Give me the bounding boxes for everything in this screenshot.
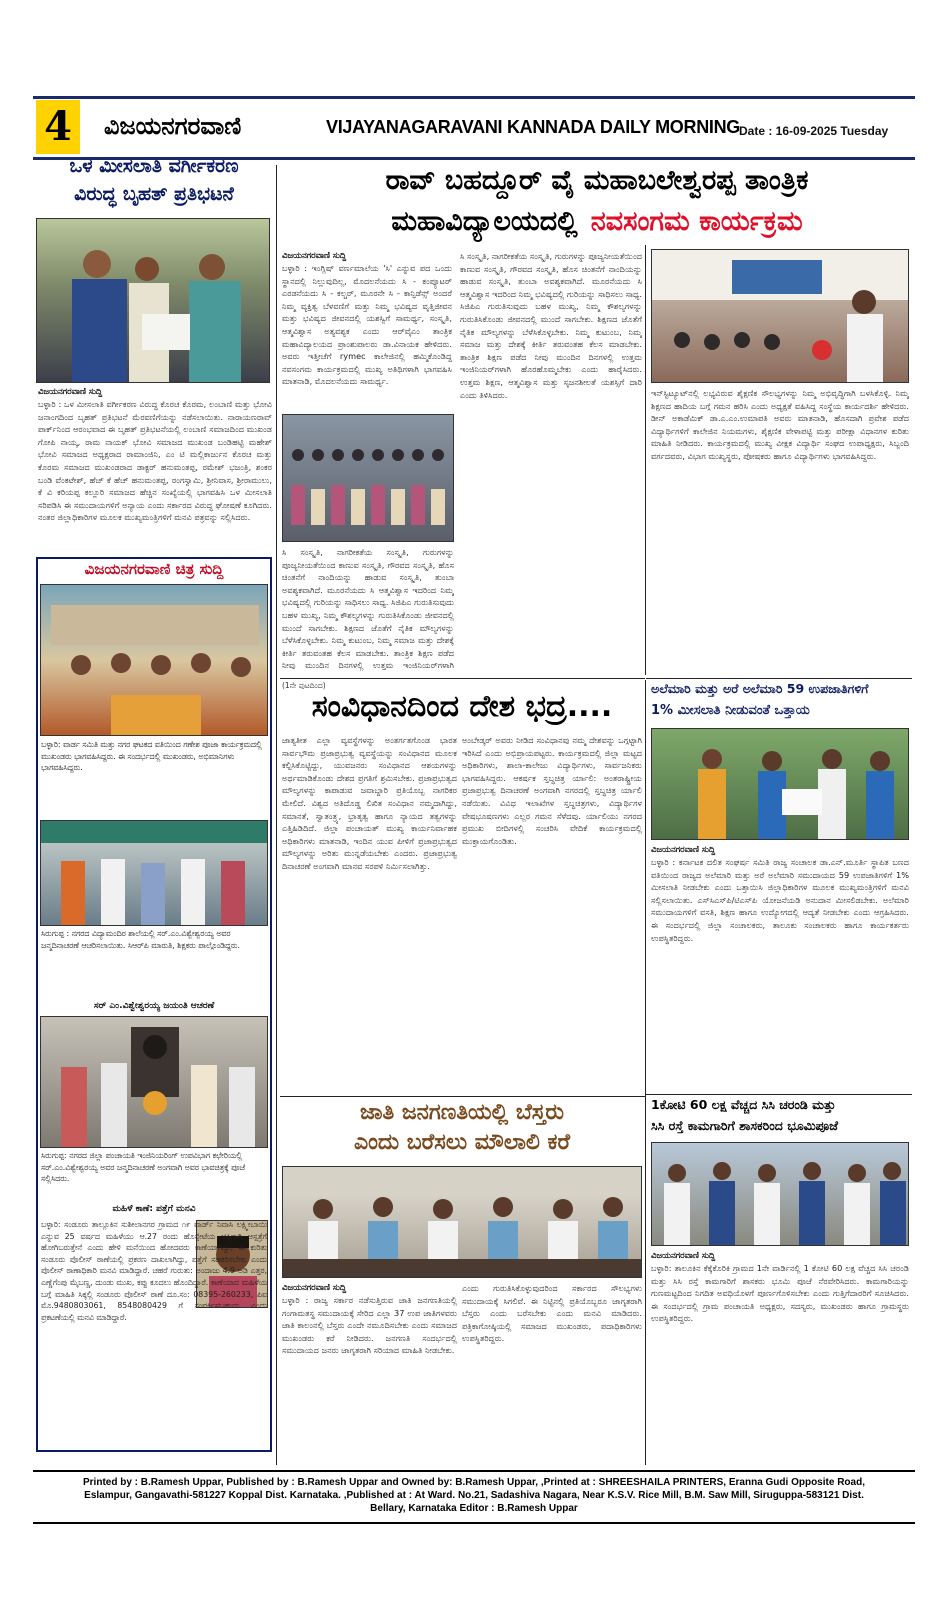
imprint-line-3: Bellary, Karnataka Editor : B.Ramesh Uppar [370, 1503, 578, 1514]
lead-story-byline: ವಿಜಯನಗರವಾಣಿ ಸುದ್ದಿ [282, 250, 347, 260]
bhoomi-puja-figures [652, 1143, 909, 1246]
lead-headline-1: ರಾವ್ ಬಹದ್ದೂರ್ ವೈ ಮಹಾಬಲೇಶ್ವರಪ್ಪ ತಾಂತ್ರಿಕ [385, 165, 809, 196]
reservation-headline-2: 1% ಮೀಸಲಾತಿ ನೀಡುವಂತೆ ಒತ್ತಾಯ [651, 703, 810, 718]
bhoomi-puja-headline-1: 1ಕೋಟಿ 60 ಲಕ್ಷ ವೆಚ್ಚದ ಸಿಸಿ ಚರಂಡಿ ಮತ್ತು [651, 1097, 836, 1112]
visvesvaraya-photo [40, 1016, 268, 1148]
school-event-figures [41, 821, 268, 926]
press-meet-figures [283, 1167, 642, 1278]
section-divider [646, 1094, 912, 1095]
lead-story-column-1: ಬಳ್ಳಾರಿ : ಇಂಗ್ಲಿಷ್ ವರ್ಣಮಾಲೆಯ 'ಸಿ' ಎನ್ನುವ ಪದ ಒಂದು ಸ್ಥಾನದಲ್ಲಿ ನಿಲ್ಲುವುದಿಲ್ಲ, ಮೊದಲನೆಯದು ಸಿ - ಕಂಪ್ಯೂಟರ್ ಎರಡನೆಯದು ಸಿ - ಕಲ್ಚರ್, ಮೂರನೇ ಸಿ - ಕಾನ್ಫಿಡೆನ್ಸ್ ಅಂದರೆ ನಿಮ್ಮ ವ್ಯಕ್ತಿತ್ವ ಬೆಳವಣಿಗೆ ಮತ್ತು ನಿಮ್ಮ ಭವಿಷ್ಯದ ವೃತ್ತಿಜೀವನ ಮತ್ತು ಭವಿಷ್ಯದ ಜೀವನದಲ್ಲಿ ಯಶಸ್ವಿಗೆ ಸಾಮರ್ಥ್ಯ, ಸಂಸ್ಕೃತಿ, ಆತ್ಮವಿಶ್ವಾಸ ಅತ್ಯವಶ್ಯಕ ಎಂದು ಆರ್‌ವೈಎಂ ತಾಂತ್ರಿಕ ಮಹಾವಿದ್ಯಾಲಯದ ಪ್ರಾಂಶುಪಾಲರು ಡಾ.ವಿನಾಯಕ ಹೇಳಿದರು. ಅವರು ಇತ್ತೀಚೆಗೆ rymec ಕಾಲೇಜಿನಲ್ಲಿ ಹಮ್ಮಿಕೊಂಡಿದ್ದ ನವಸಂಗಮ ಕಾರ್ಯಕ್ರಮದಲ್ಲಿ ಮುಖ್ಯ ಅತಿಥಿಗಳಾಗಿ ಭಾಗವಹಿಸಿ ಮಾತನಾಡಿ, ಮೊದಲನೆಯದು ಸಾಮರ್ಥ್ಯ. [282, 263, 452, 387]
imprint-footer [33, 1476, 915, 1515]
imprint-line-1: Printed by : B.Ramesh Uppar, Published by : B.Ramesh Uppar and Owned by: B.Ramesh Uppar, ,Printed at : SHREESHAILA PRINTERS, Eranna Gudi Opposite Road, [83, 1477, 865, 1488]
left-story-headline-2: ವಿರುದ್ಧ ಬೃಹತ್ ಪ್ರತಿಭಟನೆ [74, 183, 234, 205]
page-number: 4 [36, 100, 80, 154]
section-divider [280, 1096, 645, 1097]
left-story-body: ಬಳ್ಳಾರಿ : ಒಳ ಮೀಸಲಾತಿ ವರ್ಗೀಕರಣ ವಿರುದ್ಧ ಕೊರಚ ಕೊರಮ, ಲಂಬಾಣಿ ಮತ್ತು ಭೋವಿ ಜನಾಂಗದಿಂದ ಬೃಹತ್ ಪ್ರತಿಭಟನೆ ಮೆರವಣಿಗೆಯನ್ನು ನಡೆಸಲಾಯಿತು. ನಾರಾಯಣರಾವ್ ಪಾರ್ಕ್‌ನಿಂದ ಆರಂಭವಾದ ಈ ಬೃಹತ್ ಪ್ರತಿಭಟನೆಯಲ್ಲಿ ಲಂಬಾಣಿ ಸಮಾಜದಿಂದ ಮುಖಂಡ ಗೋಪಿ ನಾಯ್ಕ, ರಾಮ ನಾಯಕ್ ಭೋವಿ ಸಮಾಜದ ಮುಖಂಡ ಬಂಡಿಹಟ್ಟಿ ಮಹೇಶ್ ಭೋವಿ ಸಮಾಜದ ಅಧ್ಯಕ್ಷರಾದ ರಾಮಾಂಜಿನಿ, ಎಂ ಟಿ ಮಲ್ಲಿಕಾರ್ಜುನ ಕೊರಚ ಮತ್ತು ಕೊರಮ ಸಮಾಜದ ಮುಖಂಡರಾದ ಡಾಕ್ಟರ್ ಹನುಮಂತಪ್ಪ, ರಮೇಶ್ ಭಜಂತ್ರಿ, ಶಂಕರ ಬಂಡಿ ವೆಂಕಟೇಶ್, ಹೆಚ್ ಕೆ ಹೆಚ್ ಹನುಮಂತಪ್ಪ, ರಂಗಸ್ವಾಮಿ, ಶ್ರೀನಿವಾಸ, ಶ್ರೀರಾಮುಲು, ಕೆ ವಿ ಕರಿಯಪ್ಪ ಕಲ್ಲೂರಿ ಸಮಾಜದ ಹೆಚ್ಚಿನ ಸಂಖ್ಯೆಯಲ್ಲಿ ಭಾಗವಹಿಸಿ ಒಳ ಮೀಸಲಾತಿ ಸರಿಪಡಿಸಿ ಈ ಸಮುದಾಯಗಳಿಗೆ ಅನ್ಯಾಯ ಎಂದು ಸರ್ಕಾರದ ವಿರುದ್ಧ ಘೋಷಣೆ ಕೂಗಿದರು. ನಂತರ ಜಿಲ್ಲಾಧಿಕಾರಿಗಳ ಮೂಲಕ ಮುಖ್ಯಮಂತ್ರಿಗಳಿಗೆ ಮನವಿ ಪತ್ರವನ್ನು ಸಲ್ಲಿಸಿದರು. [38, 399, 272, 523]
memorandum-photo [651, 728, 909, 840]
newspaper-title-kannada: ವಿಜಯನಗರವಾಣಿ [104, 112, 242, 140]
caste-census-headline-2: ಎಂದು ಬರೆಸಲು ಮೌಲಾಲಿ ಕರೆ [354, 1130, 570, 1155]
column-divider [645, 245, 646, 675]
lead-story-column-1b: ಸಿ ಸಂಸ್ಕೃತಿ, ನಾಗರೀಕತೆಯ ಸಂಸ್ಕೃತಿ, ಗುರುಗಳನ್ನು ಪೂಜ್ಯನೀಯತೆಯಿಂದ ಕಾಣುವ ಸಂಸ್ಕೃತಿ, ಗೌರವದ ಸಂಸ್ಕೃತಿ, ಹೊಸ ಚಿಂತನೆಗೆ ನಾಂದಿಯನ್ನು ಹಾಡುವ ಸಂಸ್ಕೃತಿ, ತುಂಬಾ ಅವಶ್ಯಕವಾಗಿದೆ. ಮೂರನೆಯದು ಸಿ ಆತ್ಮವಿಶ್ವಾಸ ಇದರಿಂದ ನಿಮ್ಮ ಭವಿಷ್ಯದಲ್ಲಿ ಗುರಿಯನ್ನು ಸಾಧಿಸಲು ಸಾಧ್ಯ. ಸಿಜಿಪಿಎ ಗುರುತಿಸುವುದು ಬಹಳ ಮುಖ್ಯ, ನಿಮ್ಮ ಕೌಶಲ್ಯಗಳನ್ನು ಗುರುತಿಸಿಕೊಂಡು ಜೀವನದಲ್ಲಿ ಮುಂದೆ ಸಾಗಬೇಕು. ಶಿಕ್ಷಣದ ಜೊತೆಗೆ ನೈತಿಕ ಮೌಲ್ಯಗಳನ್ನು ಬೆಳೆಸಿಕೊಳ್ಳಬೇಕು. ನಿಮ್ಮ ಕುಟುಂಬ, ನಿಮ್ಮ ಸಮಾಜ ಮತ್ತು ದೇಶಕ್ಕೆ ಕೀರ್ತಿ ತರುವಂತಹ ಕೆಲಸ ಮಾಡಬೇಕು. ತಾಂತ್ರಿಕ ಶಿಕ್ಷಣ ಪಡೆದ ನೀವು ಮುಂದಿನ ದಿನಗಳಲ್ಲಿ ಉತ್ತಮ ಇಂಜಿನಿಯರ್‌ಗಳಾಗಿ [282, 547, 454, 671]
photo-caption-2: ಸಿರುಗುಪ್ಪ : ನಗರದ ವಿದ್ಯಾಮಂದಿರ ಶಾಲೆಯಲ್ಲಿ ಸರ್.ಎಂ.ವಿಶ್ವೇಶ್ವರಯ್ಯ ಅವರ ಜನ್ಮದಿನಾಚರಣೆ ಆಚರಿಸಲಾಯಿತು. ಸಿಆರ್‌ಪಿ ಮಾರುತಿ, ಶಿಕ್ಷಕರು ಪಾಲ್ಗೊಂಡಿದ್ದರು. [41, 929, 240, 950]
bhoomi-puja-photo [651, 1142, 909, 1246]
lead-story-column-3: ಇನ್‌ಸ್ಟಿಟ್ಯೂಟ್‌ನಲ್ಲಿ ಲಭ್ಯವಿರುವ ಶೈಕ್ಷಣಿಕ ಸೌಲಭ್ಯಗಳನ್ನು ನಿಮ್ಮ ಅಭಿವೃದ್ಧಿಗಾಗಿ ಬಳಸಿಕೊಳ್ಳಿ. ನಿಮ್ಮ ಶಿಕ್ಷಣದ ಹಾದಿಯ ಬಗ್ಗೆ ಗಮನ ಹರಿಸಿ ಎಂದು ಅಧ್ಯಕ್ಷತೆ ವಹಿಸಿದ್ದ ಸಂಸ್ಥೆಯ ಕಾರ್ಯದರ್ಶಿ ಹೇಳಿದರು. ಡೀನ್ ಅಕಾಡೆಮಿಕ್ ಡಾ.ಎ.ಎಂ.ಉಮಾಪತಿ ಅವರು ಮಾತನಾಡಿ, ಹೊಸದಾಗಿ ಪ್ರವೇಶ ಪಡೆದ ವಿದ್ಯಾರ್ಥಿಗಳಿಗೆ ಕಾಲೇಜಿನ ನಿಯಮಗಳು, ಶೈಕ್ಷಣಿಕ ವೇಳಾಪಟ್ಟಿ ಮತ್ತು ಪರೀಕ್ಷಾ ವಿಧಾನಗಳ ಕುರಿತು ಮಾಹಿತಿ ನೀಡಿದರು. ಕಾರ್ಯಕ್ರಮದಲ್ಲಿ ಮುಖ್ಯ ವೀಕ್ಷಕ ವಿದ್ಯಾರ್ಥಿ ಸಂಘದ ಉಪಾಧ್ಯಕ್ಷರು, ಸಿಬ್ಬಂದಿ ವರ್ಗದವರು, ವಿಭಾಗ ಮುಖ್ಯಸ್ಥರು, ಪೋಷಕರು ಹಾಗೂ ವಿದ್ಯಾರ್ಥಿಗಳು ಭಾಗವಹಿಸಿದ್ದರು. [651, 388, 909, 461]
speaker-figures [652, 250, 909, 383]
lead-story-column-2: ಸಿ ಸಂಸ್ಕೃತಿ, ನಾಗರೀಕತೆಯ ಸಂಸ್ಕೃತಿ, ಗುರುಗಳನ್ನು ಪೂಜ್ಯನೀಯತೆಯಿಂದ ಕಾಣುವ ಸಂಸ್ಕೃತಿ, ಗೌರವದ ಸಂಸ್ಕೃತಿ, ಹೊಸ ಚಿಂತನೆಗೆ ನಾಂದಿಯನ್ನು ಹಾಡುವ ಸಂಸ್ಕೃತಿ, ತುಂಬಾ ಅವಶ್ಯಕವಾಗಿದೆ. ಮೂರನೆಯದು ಸಿ ಆತ್ಮವಿಶ್ವಾಸ ಇದರಿಂದ ನಿಮ್ಮ ಭವಿಷ್ಯದಲ್ಲಿ ಗುರಿಯನ್ನು ಸಾಧಿಸಲು ಸಾಧ್ಯ. ಸಿಜಿಪಿಎ ಗುರುತಿಸುವುದು ಬಹಳ ಮುಖ್ಯ, ನಿಮ್ಮ ಕೌಶಲ್ಯಗಳನ್ನು ಗುರುತಿಸಿಕೊಂಡು ಜೀವನದಲ್ಲಿ ಮುಂದೆ ಸಾಗಬೇಕು. ಶಿಕ್ಷಣದ ಜೊತೆಗೆ ನೈತಿಕ ಮೌಲ್ಯಗಳನ್ನು ಬೆಳೆಸಿಕೊಳ್ಳಬೇಕು. ನಿಮ್ಮ ಕುಟುಂಬ, ನಿಮ್ಮ ಸಮಾಜ ಮತ್ತು ದೇಶಕ್ಕೆ ಕೀರ್ತಿ ತರುವಂತಹ ಕೆಲಸ ಮಾಡಬೇಕು. ತಾಂತ್ರಿಕ ಶಿಕ್ಷಣ ಪಡೆದ ನೀವು ಮುಂದಿನ ದಿನಗಳಲ್ಲಿ ಉತ್ತಮ ಇಂಜಿನಿಯರ್‌ಗಳಾಗಿ ಹೊರಹೊಮ್ಮಬೇಕು ಎಂದು ಹಾರೈಸಿದರು. ಉತ್ತಮ ಶಿಕ್ಷಣ, ಆತ್ಮವಿಶ್ವಾಸ ಮತ್ತು ಸೃಜನಶೀಲತೆ ಯಶಸ್ಸಿಗೆ ದಾರಿ ಎಂದು ತಿಳಿಸಿದರು. [460, 251, 642, 400]
caste-census-column-2: ಎಂದು ಗುರುತಿಸಿಕೊಳ್ಳುವುದರಿಂದ ಸರ್ಕಾರದ ಸೌಲಭ್ಯಗಳು ಸಮುದಾಯಕ್ಕೆ ಸಿಗಲಿವೆ. ಈ ನಿಟ್ಟಿನಲ್ಲಿ ಪ್ರತಿಯೊಬ್ಬರೂ ಜಾಗೃತರಾಗಿ ಬೆಸ್ತರು ಎಂದು ಬರೆಸಬೇಕು ಎಂದು ಮನವಿ ಮಾಡಿದರು. ಪತ್ರಿಕಾಗೋಷ್ಠಿಯಲ್ಲಿ ಸಮಾಜದ ಮುಖಂಡರು, ಪದಾಧಿಕಾರಿಗಳು ಉಪಸ್ಥಿತರಿದ್ದರು. [462, 1283, 642, 1344]
footer-rule [33, 1470, 915, 1472]
issue-date: Date : 16-09-2025 Tuesday [739, 124, 889, 138]
missing-woman-body: ಬಳ್ಳಾರಿ: ಸಂಡೂರು ತಾಲ್ಲೂಕಿನ ಸುಶೀಲಾನಗರ ಗ್ರಾಮದ ೧೯ ವಾರ್ಡ್ ನಿವಾಸಿ ಲಕ್ಷ್ಮೀಬಾಯಿ ಎನ್ನುವ 25 ವರ್ಷದ ಮಹಿಳೆಯು ಆ.27 ರಂದು ಹೊಸ್ಪೇಟೆಯ ಚಿಕ್ಕಿಗಾಗಿ ಆಸ್ಪತ್ರೆಗೆ ಹೋಗಿಬರುತ್ತೇನೆ ಎಂದು ಹೇಳಿ ಮನೆಯಿಂದ ಹೋದವರು ಕಾಣೆಯಾಗಿದ್ದು, ಈ ಕುರಿತು ಸಂಡೂರು ಪೊಲೀಸ್ ಠಾಣೆಯಲ್ಲಿ ಪ್ರಕರಣ ದಾಖಲಾಗಿದ್ದು, ಪತ್ತೆಗೆ ಸಹಕರಿಸಬೇಕು ಎಂದು ಪೊಲೀಸ್ ಠಾಣಾಧಿಕಾರಿ ಮನವಿ ಮಾಡಿದ್ದಾರೆ. ಚಹರೆ ಗುರುತು: ಅಂದಾಜು 4.9 ಅಡಿ ಎತ್ತರ, ಎಣ್ಣೆಗೆಂಪು ಮೈಬಣ್ಣ, ದುಂಡು ಮುಖ, ಕಪ್ಪು ಕೂದಲು ಹೊಂದಿದ್ದಾರೆ. ಕಾಣೆಯಾದ ಮಹಿಳೆಯ ಬಗ್ಗೆ ಮಾಹಿತಿ ಸಿಕ್ಕಲ್ಲಿ ಸಂಡೂರು ಪೊಲೀಸ್ ಠಾಣೆ ದೂ.ಸಂ: 08395-260233, ಪಿಐ ಮೊ.9480803061, 8548080429 ಗೆ ಸಂಪರ್ಕಿಸಬಹುದು ಎಂದು ಪ್ರಕಟಣೆಯಲ್ಲಿ ಮನವಿ ಮಾಡಿದ್ದಾರೆ. [41, 1220, 267, 1322]
missing-woman-header: ಮಹಿಳೆ ಕಾಣೆ: ಪತ್ತೆಗೆ ಮನವಿ [112, 1204, 196, 1214]
photo-caption-1: ಬಳ್ಳಾರಿ: ವಾರ್ಡ ಸಮಿತಿ ಮತ್ತು ನಗರ ಘಟಕದ ವತಿಯಿಂದ ಗಣೇಶ ಪೂಜಾ ಕಾರ್ಯಕ್ರಮದಲ್ಲಿ ಮುಖಂಡರು ಭಾಗವಹಿಸಿದ್ದರು. ಈ ಸಂದರ್ಭದಲ್ಲಿ ಮುಖಂಡರು, ಅಭಿಮಾನಿಗಳು ಭಾಗವಹಿಸಿದ್ದರು. [41, 740, 262, 772]
imprint-line-2: Eslampur, Gangavathi-581227 Koppal Dist. Karnataka. ,Published at : At Ward. No.21, Sadashiva Nagara, Near K.S.V. Rice Mill, B.M. Saw Mill, Siruguppa-583121 Dist. [84, 1490, 864, 1501]
memorandum-figures [652, 729, 909, 840]
photo-caption-3: ಸಿರುಗುಪ್ಪ: ನಗರದ ಜಿಲ್ಲಾ ಪಂಚಾಯತಿ ಇಂಜಿನಿಯರಿಂಗ್ ಉಪವಿಭಾಗ ಕಛೇರಿಯಲ್ಲಿ ಸರ್.ಎಂ.ವಿಶ್ವೇಶ್ವರಯ್ಯ ಅವರ ಜನ್ಮದಿನಾಚರಣೆ ಅಂಗವಾಗಿ ಅವರ ಭಾವಚಿತ್ರಕ್ಕೆ ಪೂಜೆ ಸಲ್ಲಿಸಿದರು. [41, 1151, 246, 1183]
constitution-headline: ಸಂವಿಧಾನದಿಂದ ದೇಶ ಭದ್ರ.... [311, 689, 613, 724]
bhoomi-puja-byline: ವಿಜಯನಗರವಾಣಿ ಸುದ್ದಿ [651, 1250, 716, 1260]
column-divider [276, 165, 277, 1465]
left-story-byline: ವಿಜಯನಗರವಾಣಿ ಸುದ್ದಿ [38, 386, 103, 396]
photo-news-header: ವಿಜಯನಗರವಾಣಿ ಚಿತ್ರ ಸುದ್ದಿ [84, 560, 224, 578]
continued-kicker: (1ನೇ ಪುಟದಿಂದ) [282, 681, 326, 690]
visvesvaraya-figures [41, 1017, 268, 1148]
protest-photo [36, 218, 270, 383]
reservation-body: ಬಳ್ಳಾರಿ : ಕರ್ನಾಟಕ ದಲಿತ ಸಂಘರ್ಷ ಸಮಿತಿ ರಾಜ್ಯ ಸಂಚಾಲಕ ಡಾ.ಎನ್.ಮೂರ್ತಿ ಸ್ಥಾಪಿತ ಬಣದ ವತಿಯಿಂದ ರಾಜ್ಯದ ಅಲೆಮಾರಿ ಮತ್ತು ಅರೆ ಅಲೆಮಾರಿ ಸಮುದಾಯದ 59 ಉಪಜಾತಿಗಳಿಗೆ 1% ಮೀಸಲಾತಿ ನೀಡಬೇಕು ಎಂದು ಒತ್ತಾಯಿಸಿ ಜಿಲ್ಲಾಧಿಕಾರಿಗಳ ಮೂಲಕ ಮುಖ್ಯಮಂತ್ರಿಗಳಿಗೆ ಮನವಿ ಸಲ್ಲಿಸಲಾಯಿತು. ಎಸ್‌ಸಿಎಸ್‌ಪಿ/ಟಿಎಸ್‌ಪಿ ಯೋಜನೆಯಡಿ ಅನುದಾನ ಮೀಸಲಿಡಬೇಕು. ಅಲೆಮಾರಿ ಸಮುದಾಯಗಳಿಗೆ ವಸತಿ, ಶಿಕ್ಷಣ ಹಾಗೂ ಉದ್ಯೋಗದಲ್ಲಿ ಆದ್ಯತೆ ನೀಡಬೇಕು ಎಂದು ಆಗ್ರಹಿಸಿದರು. ಈ ಸಂದರ್ಭದಲ್ಲಿ ಜಿಲ್ಲಾ ಸಂಚಾಲಕರು, ತಾಲೂಕು ಸಂಚಾಲಕರು ಹಾಗೂ ಕಾರ್ಯಕರ್ತರು ಉಪಸ್ಥಿತರಿದ್ದರು. [651, 857, 909, 943]
constitution-column-1: ಜಾತ್ಯತೀತ ಎಲ್ಲಾ ವ್ಯವಸ್ಥೆಗಳನ್ನು ಅಂತರ್ಗತಗೊಂಡ ಭಾರತ ಸಾರ್ವಭೌಮ ಪ್ರಜಾಪ್ರಭುತ್ವ ವ್ಯವಸ್ಥೆಯನ್ನು ಸಂವಿಧಾನದ ಮೂಲಕ ಕಲ್ಪಿಸಿಕೊಟ್ಟಿದ್ದು, ಯುವಜನರು ಸಂವಿಧಾನದ ಆಶಯಗಳನ್ನು ಅರ್ಥಮಾಡಿಕೊಂಡು ದೇಶದ ಪ್ರಗತಿಗೆ ಶ್ರಮಿಸಬೇಕು. ಪ್ರಜಾಪ್ರಭುತ್ವದ ಮೌಲ್ಯಗಳನ್ನು ಕಾಪಾಡುವ ಜವಾಬ್ದಾರಿ ಪ್ರತಿಯೊಬ್ಬ ನಾಗರಿಕರ ಮೇಲಿದೆ. ವಿಶ್ವದ ಅತಿದೊಡ್ಡ ಲಿಖಿತ ಸಂವಿಧಾನ ನಮ್ಮದಾಗಿದ್ದು, ಸಮಾನತೆ, ಸ್ವಾತಂತ್ರ್ಯ, ಭ್ರಾತೃತ್ವ ಹಾಗೂ ನ್ಯಾಯದ ತತ್ವಗಳನ್ನು ಎತ್ತಿಹಿಡಿದಿದೆ. ಜಿಲ್ಲಾ ಪಂಚಾಯತ್ ಮುಖ್ಯ ಕಾರ್ಯನಿರ್ವಾಹಕ ಅಧಿಕಾರಿಗಳು ಮಾತನಾಡಿ, ಇಂದಿನ ಯುವ ಪೀಳಿಗೆ ಪ್ರಜಾಪ್ರಭುತ್ವದ ಮೌಲ್ಯಗಳನ್ನು ಅರಿತು ಮುನ್ನಡೆಯಬೇಕು ಎಂದರು. ಪ್ರಜಾಪ್ರಭುತ್ವ ದಿನಾಚರಣೆ ಅಂಗವಾಗಿ ಮಾನವ ಸರಪಳಿ ನಿರ್ಮಿಸಲಾಗಿತ್ತು. [282, 735, 457, 871]
bhoomi-puja-headline-2: ಸಿಸಿ ರಸ್ತೆ ಕಾಮಗಾರಿಗೆ ಶಾಸಕರಿಂದ ಭೂಮಿಪೂಜೆ [651, 1118, 839, 1133]
caste-census-headline-1: ಜಾತಿ ಜನಗಣತಿಯಲ್ಲಿ ಬೆಸ್ತರು [360, 1100, 564, 1125]
lead-headline-2 [282, 206, 912, 237]
constitution-column-2: ಅಂಬೇಡ್ಕರ್ ಅವರು ನೀಡಿದ ಸಂವಿಧಾನವು ನಮ್ಮ ದೇಶವನ್ನು ಒಗ್ಗಟ್ಟಾಗಿ ಇರಿಸಿದೆ ಎಂದು ಅಭಿಪ್ರಾಯಪಟ್ಟರು. ಕಾರ್ಯಕ್ರಮದಲ್ಲಿ ಜಿಲ್ಲಾ ಮಟ್ಟದ ಅಧಿಕಾರಿಗಳು, ಶಾಲಾ-ಕಾಲೇಜು ವಿದ್ಯಾರ್ಥಿಗಳು, ಸಾರ್ವಜನಿಕರು ಭಾಗವಹಿಸಿದ್ದರು. ಆಕರ್ಷಕ ಸ್ತಬ್ಧಚಿತ್ರ ರ್ಯಾಲಿ: ಅಂತರಾಷ್ಟ್ರೀಯ ಪ್ರಜಾಪ್ರಭುತ್ವ ದಿನಾಚರಣೆ ಅಂಗವಾಗಿ ನಗರದಲ್ಲಿ ಸ್ತಬ್ಧಚಿತ್ರ ರ್ಯಾಲಿ ನಡೆಯಿತು. ವಿವಿಧ ಇಲಾಖೆಗಳ ಸ್ತಬ್ಧಚಿತ್ರಗಳು, ವಿದ್ಯಾರ್ಥಿಗಳ ವೇಷಭೂಷಣಗಳು ಎಲ್ಲರ ಗಮನ ಸೆಳೆದವು. ರ್ಯಾಲಿಯು ನಗರದ ಪ್ರಮುಖ ಬೀದಿಗಳಲ್ಲಿ ಸಂಚರಿಸಿ ವೇದಿಕೆ ಕಾರ್ಯಕ್ರಮದಲ್ಲಿ ಮುಕ್ತಾಯಗೊಂಡಿತು. [462, 735, 642, 846]
section-divider [280, 678, 645, 679]
ganesh-puja-figures [41, 585, 268, 736]
audience-photo [282, 414, 454, 542]
protest-photo-figures [37, 219, 270, 383]
ganesh-puja-photo [40, 584, 268, 736]
reservation-byline: ವಿಜಯನಗರವಾಣಿ ಸುದ್ದಿ [651, 844, 716, 854]
section-divider [646, 678, 912, 679]
visvesvaraya-subhead: ಸರ್ ಎಂ.ವಿಶ್ವೇಶ್ವರಯ್ಯ ಜಯಂತಿ ಆಚರಣೆ [93, 1001, 215, 1011]
lead-headline-2a: ಮಹಾವಿದ್ಯಾಲಯದಲ್ಲಿ [391, 206, 578, 237]
lead-headline-2b: ನವಸಂಗಮ ಕಾರ್ಯಕ್ರಮ [590, 206, 803, 237]
speaker-photo [651, 249, 909, 383]
footer-rule-bottom [33, 1522, 915, 1524]
caste-census-byline: ವಿಜಯನಗರವಾಣಿ ಸುದ್ದಿ [282, 1282, 347, 1292]
school-event-photo [40, 820, 268, 926]
press-meet-photo [282, 1166, 642, 1278]
column-divider [645, 680, 646, 1465]
audience-figures [283, 415, 454, 542]
left-story-headline-1: ಒಳ ಮೀಸಲಾತಿ ವರ್ಗೀಕರಣ [69, 155, 239, 177]
caste-census-column-1: ಬಳ್ಳಾರಿ : ರಾಜ್ಯ ಸರ್ಕಾರ ನಡೆಸುತ್ತಿರುವ ಜಾತಿ ಜನಗಣತಿಯಲ್ಲಿ ಗಂಗಾಮತಸ್ಥ ಸಮುದಾಯಕ್ಕೆ ಸೇರಿದ ಎಲ್ಲಾ 37 ಉಪ ಜಾತಿಗಳವರು ಜಾತಿ ಕಾಲಂನಲ್ಲಿ ಬೆಸ್ತರು ಎಂದೇ ನಮೂದಿಸಬೇಕು ಎಂದು ಸಮಾಜದ ಮುಖಂಡರು ಕರೆ ನೀಡಿದರು. ಜನಗಣತಿ ಸಂದರ್ಭದಲ್ಲಿ ಸಮುದಾಯದ ಜನರು ಜಾಗೃತರಾಗಿ ಸರಿಯಾದ ಮಾಹಿತಿ ನೀಡಬೇಕು. [282, 1295, 457, 1356]
bhoomi-puja-body: ಬಳ್ಳಾರಿ: ತಾಲೂಕಿನ ಕೆಕ್ಕೆಕೊರಿಕಿ ಗ್ರಾಮದ 1ನೇ ವಾರ್ಡಿನಲ್ಲಿ 1 ಕೋಟಿ 60 ಲಕ್ಷ ವೆಚ್ಚದ ಸಿಸಿ ಚರಂಡಿ ಮತ್ತು ಸಿಸಿ ರಸ್ತೆ ಕಾಮಗಾರಿಗೆ ಶಾಸಕರು ಭೂಮಿ ಪೂಜೆ ನೆರವೇರಿಸಿದರು. ಕಾಮಗಾರಿಯನ್ನು ಗುಣಮಟ್ಟದಿಂದ ನಿಗದಿತ ಅವಧಿಯೊಳಗೆ ಪೂರ್ಣಗೊಳಿಸಬೇಕು ಎಂದು ಗುತ್ತಿಗೆದಾರರಿಗೆ ಸೂಚಿಸಿದರು. ಈ ಸಂದರ್ಭದಲ್ಲಿ ಗ್ರಾಮ ಪಂಚಾಯತಿ ಅಧ್ಯಕ್ಷರು, ಸದಸ್ಯರು, ಮುಖಂಡರು ಹಾಗೂ ಗ್ರಾಮಸ್ಥರು ಉಪಸ್ಥಿತರಿದ್ದರು. [651, 1263, 909, 1324]
reservation-headline-1: ಅಲೆಮಾರಿ ಮತ್ತು ಅರೆ ಅಲೆಮಾರಿ 59 ಉಪಜಾತಿಗಳಿಗೆ [651, 681, 869, 696]
newspaper-title-english: VIJAYANAGARAVANI KANNADA DAILY MORNING [326, 117, 740, 137]
